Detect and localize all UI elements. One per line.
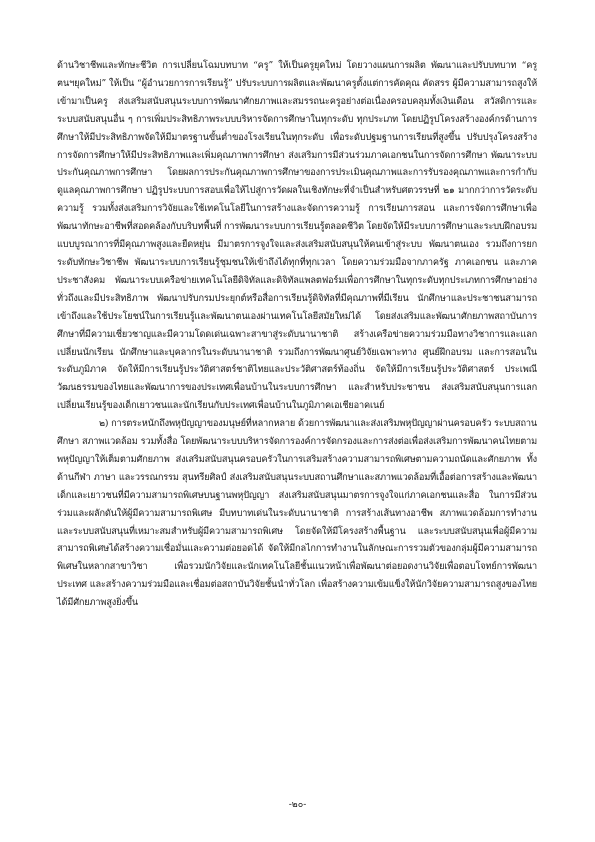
body-paragraph-1: ด้านวิชาชีพและทักษะชีวิต การเปลี่ยนโฉมบทบาท “ครู” ให้เป็นครูยุคใหม่ โดยวางแผนการผลิต พัฒนาและปรับบทบาท “ครู ฅนฯยุคใหม่” ให้เป็น “ผู้อำนวยการการเรียนรู้” ปรับระบบการผลิตและพัฒนาครูตั้งแต่การคัดคุณ คัดสรร ผู้มีความสามารถสูงให้เข้ามาเป็นครู ส่งเสริมสนับสนุนระบบการพัฒนาศักยภาพและสมรรถนะครูอย่างต่อเนื่องครอบคลุมทั้งเงินเดือน สวัสดิการและระบบสนับสนุนอื่น ๆ การเพิ่มประสิทธิภาพระบบบริหารจัดการศึกษาในทุกระดับ ทุกประเภท โดยปฏิรูปโครงสร้างองค์กรด้านการศึกษาให้มีประสิทธิภาพจัดให้มีมาตรฐานขั้นต่ำของโรงเรียนในทุกระดับ เพื่อระดับปฐมฐานการเรียนที่สูงขึ้น ปรับปรุงโครงสร้างการจัดการศึกษาให้มีประสิทธิภาพและเพิ่มคุณภาพการศึกษา ส่งเสริมการมีส่วนร่วมภาคเอกชนในการจัดการศึกษา พัฒนาระบบประกันคุณภาพการศึกษา โดยผลการประกันคุณภาพการศึกษาของการประเมินคุณภาพและการรับรองคุณภาพและการกำกับดูแลคุณภาพการศึกษา ปฏิรูประบบการสอบเพื่อให้ไปสู่การวัดผลในเชิงทักษะที่จำเป็นสำหรับศตวรรษที่ ๒๑ มากกว่าการวัดระดับความรู้ รวมทั้งส่งเสริมการวิจัยและใช้เทคโนโลยีในการสร้างและจัดการความรู้ การเรียนการสอน และการจัดการศึกษาเพื่อพัฒนาทักษะอาชีพที่สอดคล้องกับบริบทพื้นที่ การพัฒนาระบบการเรียนรู้ตลอดชีวิต โดยจัดให้มีระบบการศึกษาและระบบฝึกอบรมแบบบูรณาการที่มีคุณภาพสูงและยืดหยุ่น มีมาตรการจูงใจและส่งเสริมสนับสนุนให้คนเข้าสู่ระบบ พัฒนาตนเอง รวมถึงการยกระดับทักษะวิชาชีพ พัฒนาระบบการเรียนรู้ชุมชนให้เข้าถึงได้ทุกที่ทุกเวลา โดยความร่วมมือจากภาครัฐ ภาคเอกชน และภาคประชาสังคม พัฒนาระบบเครือข่ายเทคโนโลยีดิจิทัลและดิจิทัลแพลตฟอร์มเพื่อการศึกษาในทุกระดับทุกประเภทการศึกษาอย่างทั่วถึงและมีประสิทธิภาพ พัฒนาปรับกรมประยุกต์หรือสื่อการเรียนรู้ดิจิทัลที่มีคุณภาพที่มีเรียน นักศึกษาและประชาชนสามารถเข้าถึงและใช้ประโยชน์ในการเรียนรู้และพัฒนาตนเองผ่านเทคโนโลยีสมัยใหม่ได้ โดยส่งเสริมและพัฒนาศักยภาพสถาบันการศึกษาที่มีความเชี่ยวชาญและมีความโดดเด่นเฉพาะสาขาสู่ระดับนานาชาติ สร้างเครือข่ายความร่วมมือทางวิชาการและแลกเปลี่ยนนักเรียน นักศึกษาและบุคลากรในระดับนานาชาติ รวมถึงการพัฒนาศูนย์วิจัยเฉพาะทาง ศูนย์ฝึกอบรม และการสอนในระดับภูมิภาค จัดให้มีการเรียนรู้ประวัติศาสตร์ชาติไทยและประวัติศาสตร์ท้องถิ่น จัดให้มีการเรียนรู้ประวัติศาสตร์ ประเพณี วัฒนธรรมของไทยและพัฒนาการของประเทศเพื่อนบ้านในระบบการศึกษา และสำหรับประชาชน ส่งเสริมสนับสนุนการแลกเปลี่ยนเรียนรู้ของเด็กเยาวชนและนักเรียนกับประเทศเพื่อนบ้านในภูมิภาคเอเชียอาคเนย์ bbox=[57, 60, 537, 412]
body-paragraph-2: ๒) การตระหนักถึงพหุปัญญาของมนุษย์ที่หลากหลาย ด้วยการพัฒนาและส่งเสริมพหุปัญญาผ่านครอบครัว ระบบสถานศึกษา สภาพแวดล้อม รวมทั้งสื่อ โดยพัฒนาระบบบริหารจัดการองค์การจัดกรองและการส่งต่อเพื่อส่งเสริมการพัฒนาคนไทยตามพหุปัญญาให้เต็มตามศักยภาพ ส่งเสริมสนับสนุนครอบครัวในการเสริมสร้างความสามารถพิเศษตามความถนัดและศักยภาพ ทั้งด้านกีฬา ภาษา และวรรณกรรม สุนทรียศิลป์ ส่งเสริมสนับสนุนระบบสถานศึกษาและสภาพแวดล้อมที่เอื้อต่อการสร้างและพัฒนาเด็กและเยาวชนที่มีความสามารถพิเศษบนฐานพหุปัญญา ส่งเสริมสนับสนุนมาตรการจูงใจแก่ภาคเอกชนและสื่อ ในการมีส่วนร่วมและผลักดันให้ผู้มีความสามารถพิเศษ มีบทบาทเด่นในระดับนานาชาติ การสร้างเส้นทางอาชีพ สภาพแวดล้อมการทำงาน และระบบสนับสนุนที่เหมาะสมสำหรับผู้มีความสามารถพิเศษ โดยจัดให้มีโครงสร้างพื้นฐาน และระบบสนับสนุนเพื่อผู้มีความสามารถพิเศษได้สร้างความเชื่อมั่นและความต่อยอดได้ จัดให้มีกลไกการทำงานในลักษณะการรวมตัวของกลุ่มผู้มีความสามารถพิเศษในหลากสาขาวิชา เพื่อรวมนักวิจัยและนักเทคโนโลยีชั้นแนวหน้าเพื่อพัฒนาต่อยอดงานวิจัยเพื่อตอบโจทย์การพัฒนาประเทศ และสร้างความร่วมมือและเชื่อมต่อสถาบันวิจัยชั้นนำทั่วโลก เพื่อสร้างความเข้มแข็งให้นักวิจัยความสามารถสูงของไทยได้มีศักยภาพสูงยิ่งขึ้น bbox=[57, 418, 537, 609]
page-number: -๒๐- bbox=[288, 800, 307, 810]
page-body bbox=[57, 57, 537, 612]
